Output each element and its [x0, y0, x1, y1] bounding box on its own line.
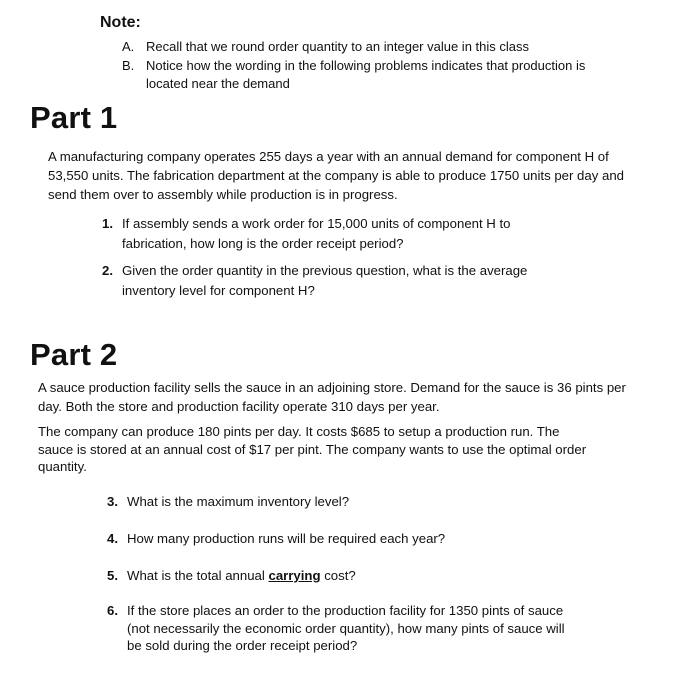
question-4 [107, 529, 587, 549]
carrying-emphasis: carrying [268, 568, 321, 583]
question-number: 4. [107, 531, 118, 546]
note-item-label: B. [122, 57, 135, 73]
question-1 [102, 214, 572, 253]
note-item-b [122, 57, 592, 94]
question-text-before: What is the total annual [127, 568, 269, 583]
note-item-label: A. [122, 39, 135, 54]
question-text: Given the order quantity in the previous question, what is the average inventory level for component H? [122, 263, 528, 298]
question-text-after: cost? [320, 568, 356, 583]
question-3 [107, 492, 587, 512]
part2-heading: Part 2 [30, 337, 118, 372]
part2-paragraph-2: The company can produce 180 pints per day. It costs $685 to setup a production run. The sauce is stored at an annual cost of $17 per pint. The company wants to use the optimal order quantity. [38, 424, 587, 474]
part1-paragraph: A manufacturing company operates 255 days a year with an annual demand for component H of 53,550 units. The fabrication department at the company is able to produce 1750 units per day and send them over to assembly while production is in progress. [48, 149, 624, 202]
question-number: 3. [107, 494, 118, 509]
question-text: If assembly sends a work order for 15,000 units of component H to fabrication, how long is the order receipt period? [122, 216, 511, 251]
question-number: 1. [102, 216, 113, 231]
question-5 [107, 566, 587, 586]
question-6 [107, 602, 577, 655]
question-text [127, 566, 587, 586]
question-text: If the store places an order to the production facility for 1350 pints of sauce (not necessarily the economic order quantity), how many pints of sauce will be sold during the order receipt period? [127, 603, 565, 653]
note-title: Note: [100, 14, 141, 31]
question-2 [102, 261, 572, 300]
part1-heading: Part 1 [30, 100, 118, 135]
question-number: 5. [107, 568, 118, 583]
note-item-text: Recall that we round order quantity to an integer value in this class [146, 39, 529, 54]
note-item-text: Notice how the wording in the following problems indicates that production is located near the demand [146, 57, 586, 91]
question-text: How many production runs will be required each year? [127, 531, 446, 546]
note-item-a [122, 38, 592, 57]
part2-paragraph-1: A sauce production facility sells the sauce in an adjoining store. Demand for the sauce is 36 pints per day. Both the store and production facility operate 310 days per year. [38, 380, 626, 414]
question-text: What is the maximum inventory level? [127, 494, 350, 509]
question-number: 2. [102, 263, 113, 278]
note-list [122, 38, 592, 94]
question-number: 6. [107, 603, 118, 618]
